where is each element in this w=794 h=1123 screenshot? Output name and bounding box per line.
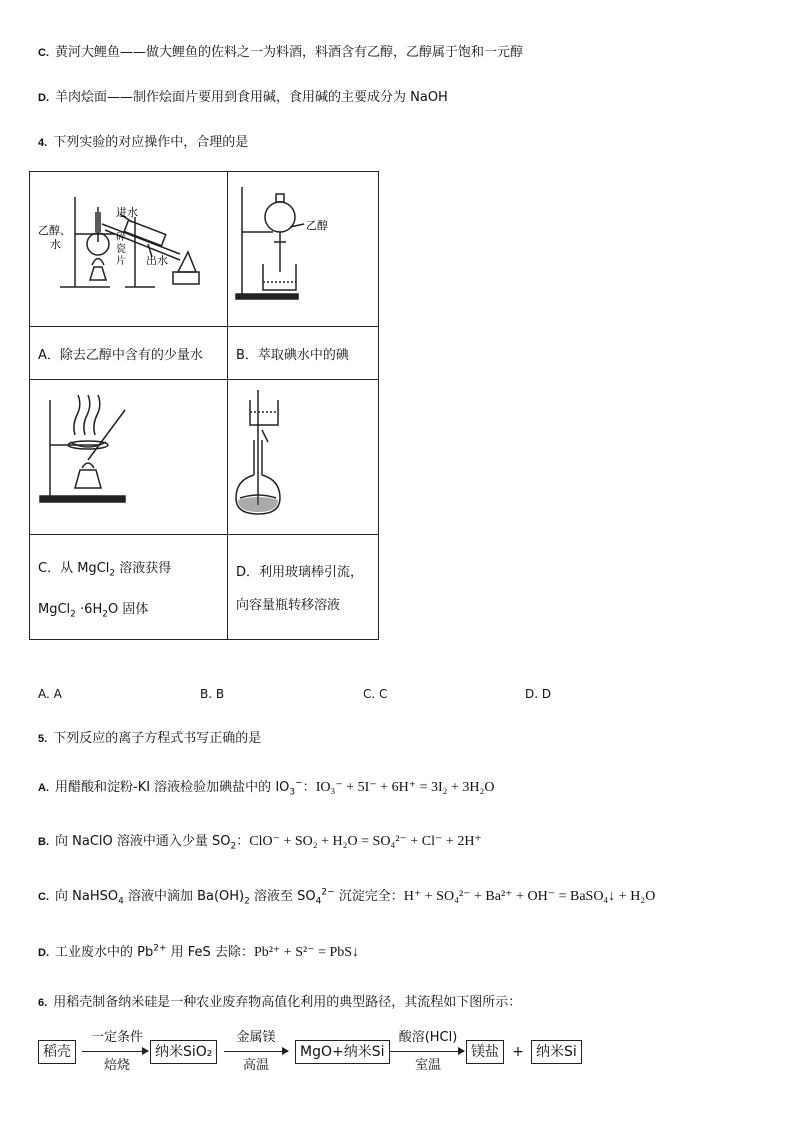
distillation-apparatus-image	[30, 172, 227, 322]
caption-c	[30, 535, 228, 640]
flow-box-mgo-si: MgO+纳米Si	[295, 1040, 390, 1064]
q5-a-equation: IO₃⁻ + 5I⁻ + 6H⁺ = 3I₂ + 3H₂O	[315, 780, 495, 795]
q4-option-d[interactable]: D. D	[525, 687, 552, 701]
flow-cond2-bottom: 高温	[242, 1058, 269, 1073]
flow-arrow-1	[82, 1051, 148, 1052]
q3-c-label: C.	[38, 47, 49, 59]
q5-c-text3: 溶液至 SO	[249, 889, 316, 904]
caption-a: A．除去乙醇中含有的少量水	[30, 327, 228, 380]
q5-c-text: 向 NaHSO	[55, 889, 119, 904]
caption-c-line2c: O 固体	[107, 602, 149, 617]
q3-d-label: D.	[38, 92, 49, 104]
q5-option-a: A. 用醋酸和淀粉-KI 溶液检验加碘盐中的 $IO_3^-$：IO₃⁻ + 5I⁻ + 6H⁺ = 3I₂ + 3H₂O	[38, 778, 495, 798]
caption-c-sub2: 2	[70, 609, 76, 620]
flow-arrow-3	[390, 1051, 464, 1052]
inwater-label: 进水	[116, 206, 138, 219]
q3-option-d	[38, 89, 448, 107]
flow-cond2-top: 金属镁	[236, 1030, 276, 1045]
q4-stem	[38, 134, 248, 152]
q4-option-c[interactable]: C. C	[363, 687, 388, 701]
q5-c-label: C.	[38, 891, 49, 903]
q5-b-text: 向 NaClO 溶液中通入少量 SO	[55, 834, 231, 849]
caption-c-sub3: 2	[102, 609, 108, 620]
caption-b: B．萃取碘水中的碘	[228, 327, 379, 380]
experiment-table	[29, 171, 379, 640]
caption-d-line2: 向容量瓶转移溶液	[236, 598, 341, 613]
q3-option-c	[38, 44, 523, 62]
chips-label-1: 碎	[116, 232, 126, 243]
flow-cond1-top: 一定条件	[90, 1030, 143, 1045]
q5-a-label: A.	[38, 782, 49, 794]
q5-d-text2: 用 FeS 去除：	[166, 945, 254, 960]
q5-c-text4: 沉淀完全：	[334, 889, 404, 904]
flow-box-nano-sio2: 纳米SiO₂	[150, 1040, 217, 1064]
process-flow-diagram	[38, 1030, 598, 1080]
q5-b-equation: ClO⁻ + SO₂ + H₂O = SO₄²⁻ + Cl⁻ + 2H⁺	[249, 834, 482, 849]
water-label: 水	[50, 238, 61, 251]
figure-d-volumetric-flask	[228, 380, 379, 535]
caption-c-line2a: MgCl	[38, 602, 71, 617]
q6-stem	[38, 994, 521, 1012]
outwater-label: 出水	[146, 254, 168, 267]
figure-a-distillation	[30, 172, 228, 327]
q5-d-label: D.	[38, 947, 49, 959]
q5-d-equation: Pb²⁺ + S²⁻ = PbS↓	[253, 945, 360, 960]
figure-c-evaporation	[30, 380, 228, 535]
q5-c-equation: H⁺ + SO₄²⁻ + Ba²⁺ + OH⁻ = BaSO₄↓ + H₂O	[403, 889, 656, 904]
flow-cond3-top: 酸溶(HCl)	[398, 1030, 458, 1045]
q6-number: 6.	[38, 997, 48, 1009]
caption-c-line1a: C．从 MgCl	[38, 561, 110, 576]
caption-c-line1b: 溶液获得	[115, 561, 172, 576]
fig-b-ethanol-label: 乙醇	[306, 219, 328, 232]
ethanol-label: 乙醇、	[38, 224, 71, 237]
caption-d	[228, 535, 379, 640]
caption-d-line1: D．利用玻璃棒引流，	[236, 565, 364, 580]
q3-c-text: 黄河大鲤鱼——做大鲤鱼的佐料之一为料酒，料酒含有乙醇，乙醇属于饱和一元醇	[55, 45, 524, 60]
q5-stem	[38, 730, 261, 748]
flow-arrow-2	[224, 1051, 288, 1052]
q5-c-text2: 溶液中滴加 Ba(OH)	[123, 889, 245, 904]
q5-option-c: C. 向 NaHSO$_4$ 溶液中滴加 $Ba(OH)_2$ 溶液至 $SO_4^{2-}$ 沉淀完全：H⁺ + SO₄²⁻ + Ba²⁺ + OH⁻ = BaSO₄↓ + H₂O	[38, 887, 656, 907]
figure-b-separatory-funnel	[228, 172, 379, 327]
separatory-funnel-image	[228, 172, 378, 322]
q5-number: 5.	[38, 733, 48, 745]
q5-d-text: 工业废水中的 Pb	[55, 945, 154, 960]
chips-label-3: 片	[116, 256, 126, 267]
q5-stem-text: 下列反应的离子方程式书写正确的是	[53, 731, 262, 746]
flow-box-rice-husk: 稻壳	[38, 1040, 76, 1064]
chips-label-2: 瓷	[116, 244, 126, 255]
flow-cond1-bottom: 焙烧	[103, 1058, 130, 1073]
flow-box-nano-si: 纳米Si	[531, 1040, 582, 1064]
evaporation-apparatus-image	[30, 380, 227, 530]
caption-c-line2b: ·6H	[75, 602, 103, 617]
q4-stem-text: 下列实验的对应操作中，合理的是	[53, 135, 249, 150]
flow-plus: +	[512, 1044, 524, 1060]
q6-stem-text: 用稻壳制备纳米硅是一种农业废弃物高值化利用的典型路径，其流程如下图所示：	[53, 995, 522, 1010]
q3-d-text: 羊肉烩面——制作烩面片要用到食用碱，食用碱的主要成分为 NaOH	[55, 90, 448, 105]
flow-cond3-bottom: 室温	[414, 1058, 441, 1073]
q4-number: 4.	[38, 137, 48, 149]
q4-option-b[interactable]: B. B	[200, 687, 225, 701]
flow-box-magnesium-salt: 镁盐	[466, 1040, 504, 1064]
q5-option-d: D. 工业废水中的 $Pb^{2+}$ 用 FeS 去除：Pb²⁺ + S²⁻ = PbS↓	[38, 943, 360, 960]
q5-a-text: 用醋酸和淀粉-KI 溶液检验加碘盐中的 IO	[55, 780, 290, 795]
q5-option-b: B. 向 NaClO 溶液中通入少量 $SO_2$：ClO⁻ + SO₂ + H₂O = SO₄²⁻ + Cl⁻ + 2H⁺	[38, 834, 482, 852]
q5-b-label: B.	[38, 836, 49, 848]
volumetric-flask-image	[228, 380, 378, 530]
caption-c-sub: 2	[109, 568, 116, 579]
q4-option-a[interactable]: A. A	[38, 687, 62, 701]
